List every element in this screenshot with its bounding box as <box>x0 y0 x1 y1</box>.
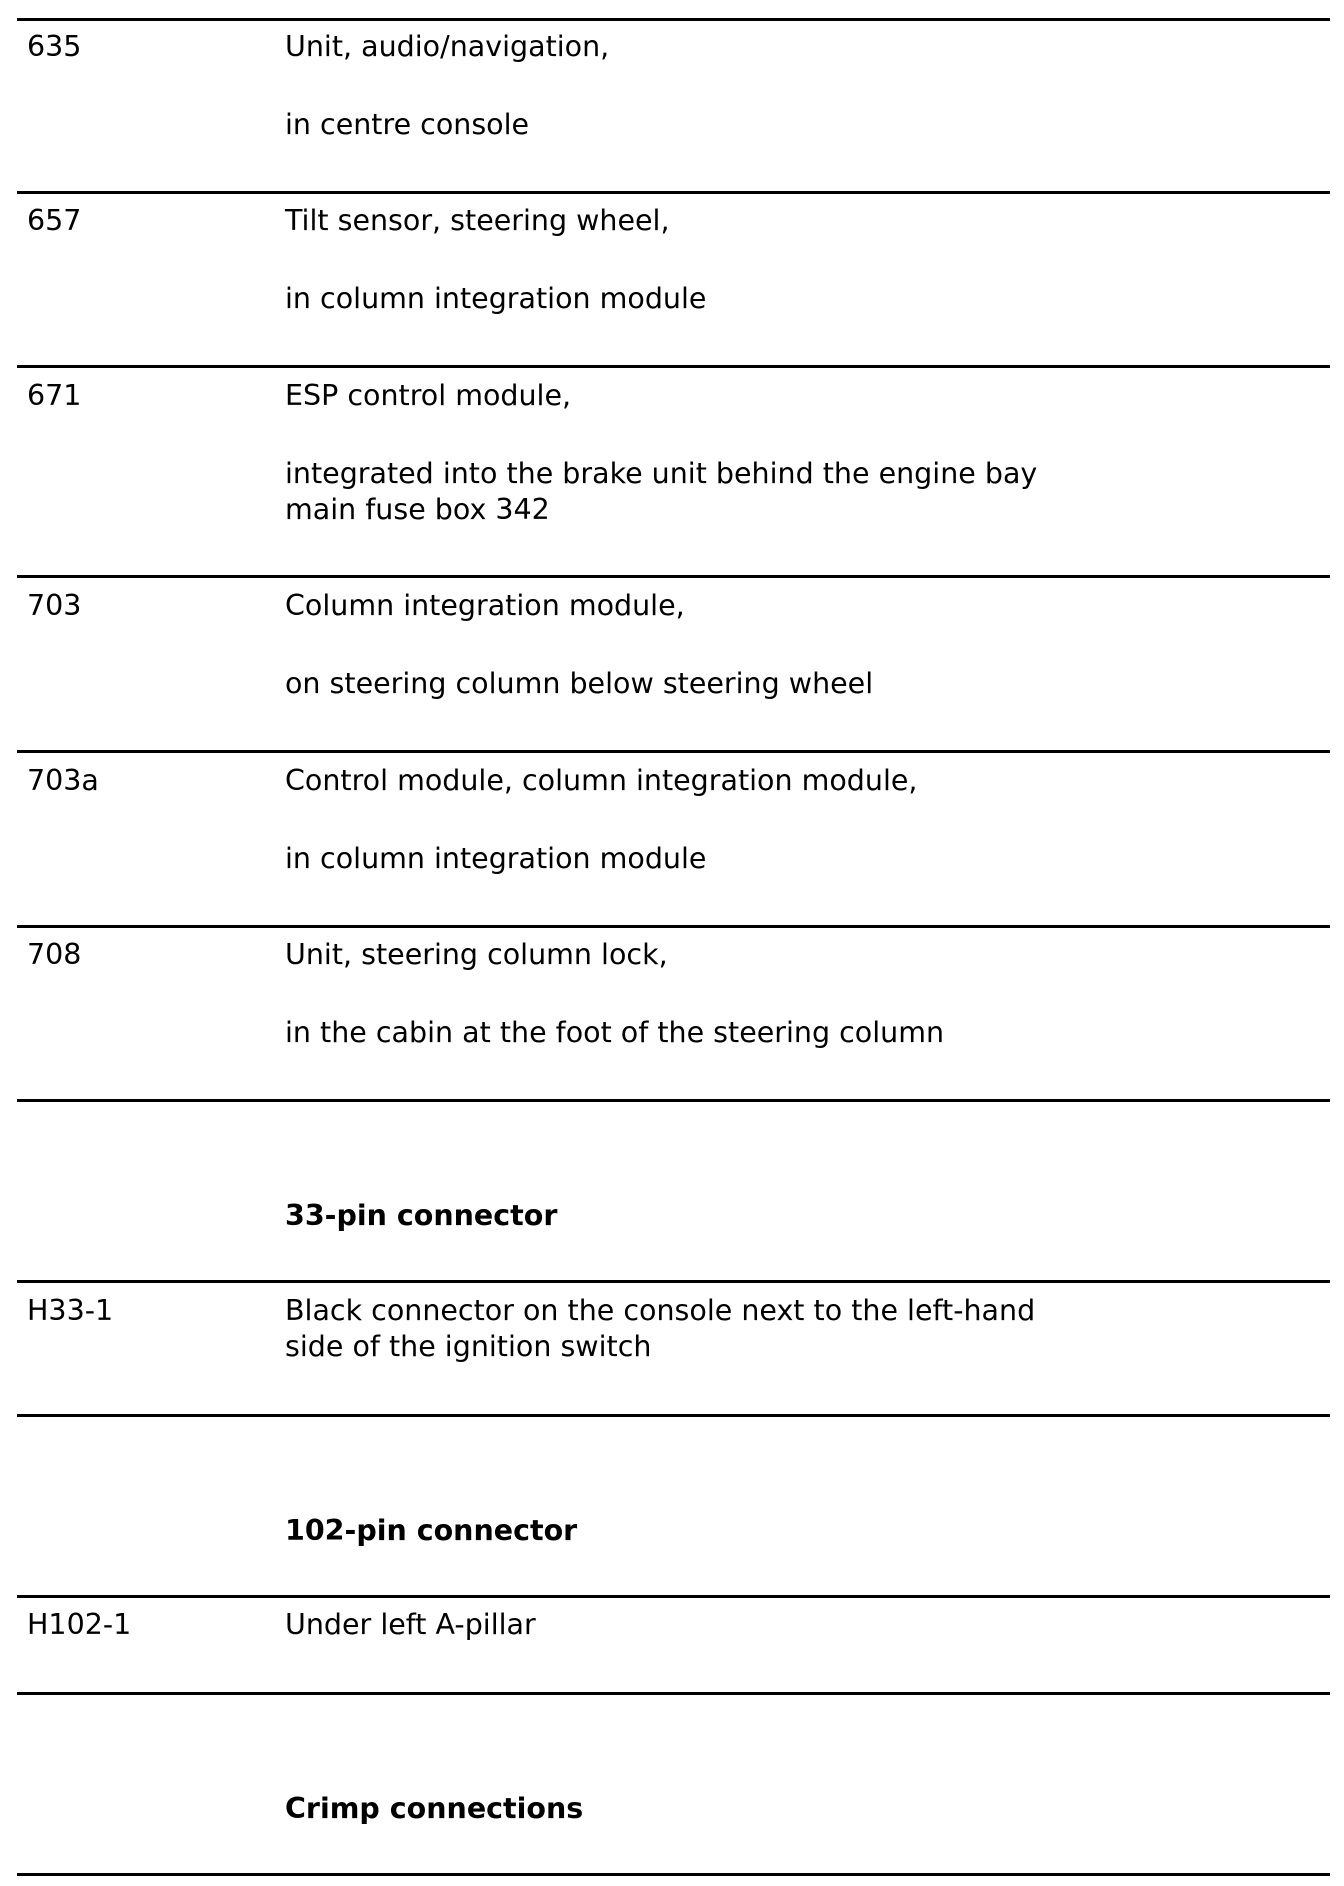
connector-location: Under left A-pillar <box>285 1608 536 1641</box>
component-name: Tilt sensor, steering wheel, <box>285 204 670 237</box>
component-code: 671 <box>27 379 82 412</box>
component-name: Unit, audio/navigation, <box>285 30 610 63</box>
connector-code: H102-1 <box>27 1608 132 1641</box>
row-divider <box>17 18 1330 21</box>
component-name: Unit, steering column lock, <box>285 938 668 971</box>
component-location: on steering column below steering wheel <box>285 667 874 700</box>
component-name: ESP control module, <box>285 379 572 412</box>
section-end-rule <box>17 1692 1330 1695</box>
row-divider <box>17 1595 1330 1598</box>
connector-code: H33-1 <box>27 1294 114 1327</box>
component-location: integrated into the brake unit behind the engine bay <box>285 457 1038 490</box>
component-location: in column integration module <box>285 282 707 315</box>
component-code: 635 <box>27 30 82 63</box>
connector-location: Black connector on the console next to the left-hand <box>285 1294 1036 1327</box>
section-end-rule <box>17 1414 1330 1417</box>
row-divider <box>17 365 1330 368</box>
component-code: 708 <box>27 938 82 971</box>
component-location: in column integration module <box>285 842 707 875</box>
component-location-continued: main fuse box 342 <box>285 493 550 526</box>
row-divider <box>17 1873 1330 1876</box>
component-code: 703 <box>27 589 82 622</box>
component-code: 703a <box>27 764 99 797</box>
row-divider <box>17 925 1330 928</box>
row-divider <box>17 575 1330 578</box>
row-divider <box>17 750 1330 753</box>
connector-location-continued: side of the ignition switch <box>285 1330 652 1363</box>
row-divider <box>17 1280 1330 1283</box>
component-location: in the cabin at the foot of the steering column <box>285 1016 945 1049</box>
section-heading-crimp: Crimp connections <box>285 1792 584 1825</box>
component-name: Control module, column integration module, <box>285 764 918 797</box>
component-code: 657 <box>27 204 82 237</box>
section-heading-102-pin: 102-pin connector <box>285 1514 578 1547</box>
table-end-rule <box>17 1099 1330 1102</box>
component-name: Column integration module, <box>285 589 685 622</box>
component-location: in centre console <box>285 108 530 141</box>
section-heading-33-pin: 33-pin connector <box>285 1199 558 1232</box>
row-divider <box>17 191 1330 194</box>
